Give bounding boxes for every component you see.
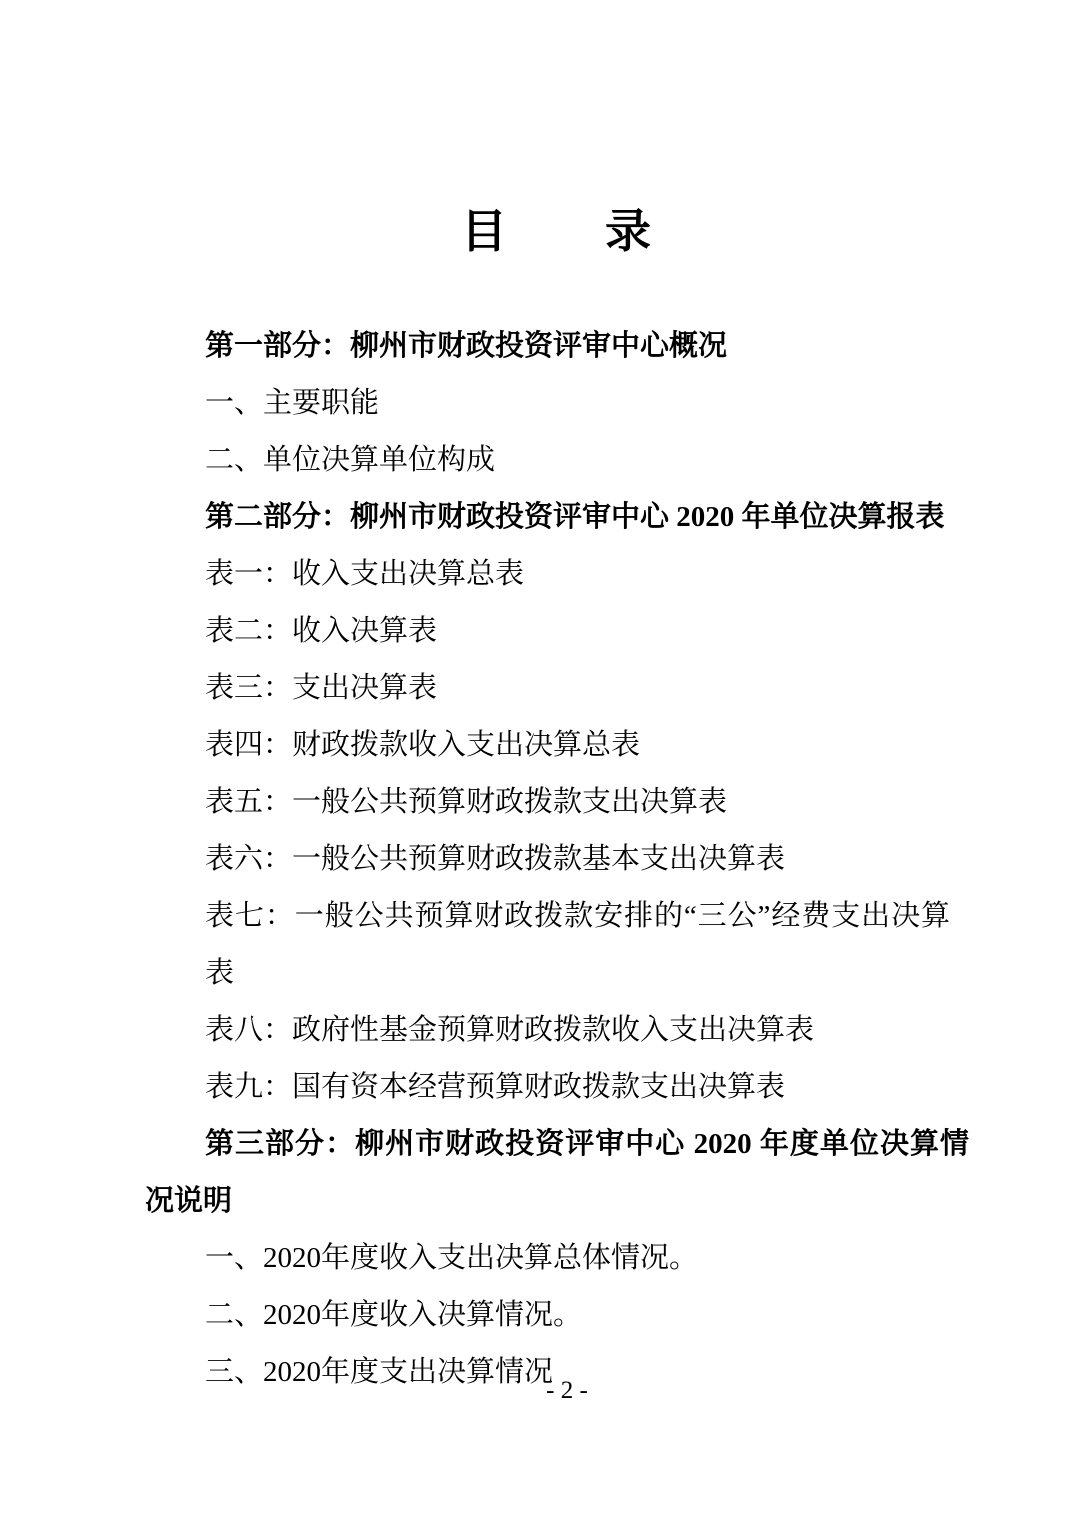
toc-item-table-7: 表七：一般公共预算财政拨款安排的“三公”经费支出决算表 [205, 900, 950, 989]
toc-item-table-9: 表九：国有资本经营预算财政拨款支出决算表 [205, 1071, 786, 1103]
page-title: 目 录 [461, 206, 653, 257]
toc-item-table-8: 表八：政府性基金预算财政拨款收入支出决算表 [205, 1014, 815, 1046]
page-number: - 2 - [546, 1377, 588, 1404]
toc-item-main-functions: 一、主要职能 [205, 387, 380, 419]
toc-item-unit-composition: 二、单位决算单位构成 [205, 444, 496, 476]
toc-item-income-expenditure-overview: 一、2020年度收入支出决算总体情况。 [205, 1242, 699, 1274]
toc-item-table-3: 表三：支出决算表 [205, 672, 438, 704]
toc-part3-heading: 第三部分：柳州市财政投资评审中心 2020 年度单位决算情况说明 [145, 1128, 969, 1217]
toc-item-table-6: 表六：一般公共预算财政拨款基本支出决算表 [205, 843, 786, 875]
toc-part2-heading: 第二部分：柳州市财政投资评审中心 2020 年单位决算报表 [205, 501, 945, 533]
toc-part1-heading: 第一部分：柳州市财政投资评审中心概况 [205, 330, 728, 362]
toc-item-table-4: 表四：财政拨款收入支出决算总表 [205, 729, 641, 761]
toc-item-income-statement: 二、2020年度收入决算情况。 [205, 1299, 583, 1331]
toc-item-table-2: 表二：收入决算表 [205, 615, 438, 647]
toc-item-expenditure-statement: 三、2020年度支出决算情况 [205, 1356, 554, 1388]
toc-list [145, 318, 969, 1401]
toc-item-table-1: 表一：收入支出决算总表 [205, 558, 525, 590]
toc-item-table-5: 表五：一般公共预算财政拨款支出决算表 [205, 786, 728, 818]
